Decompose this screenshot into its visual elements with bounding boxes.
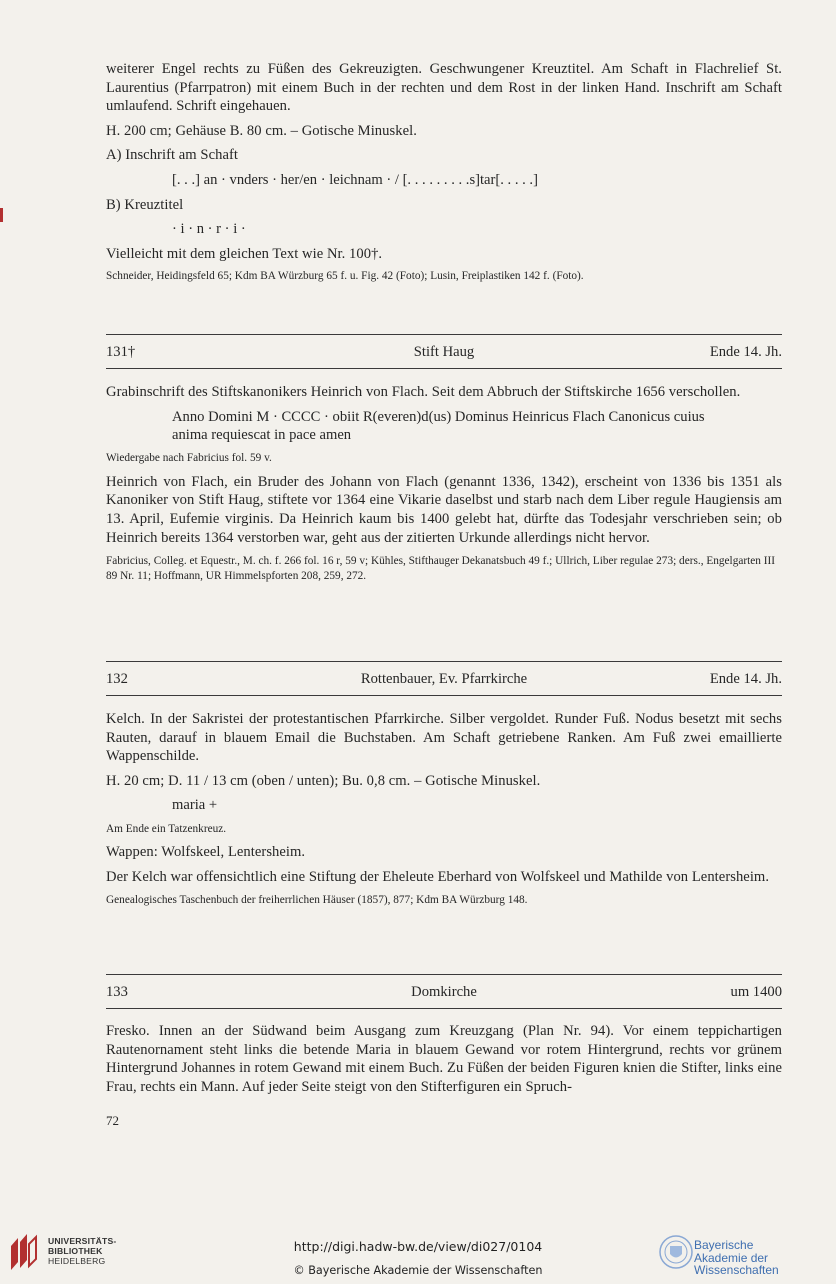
description-paragraph: weiterer Engel rechts zu Füßen des Gekreuzigten. Geschwungener Kreuztitel. Am Schaft in Flachrelief St. Laurentius (Pfarrpatron) mit einem Buch in der rechten und dem Rost in der linken Hand. Inschrift am Schaft umlaufend. Schrift eingehauen. xyxy=(106,61,782,115)
description-paragraph: Grabinschrift des Stiftskanonikers Heinrich von Flach. Seit dem Abbruch der Stiftskirche 1656 verschollen. xyxy=(106,384,741,400)
commentary-paragraph: Der Kelch war offensichtlich eine Stiftung der Eheleute Eberhard von Wolfskeel und Mathilde von Lentersheim. xyxy=(106,868,770,885)
library-name-line-2: BIBLIOTHEK xyxy=(48,1245,103,1256)
viewer-footer xyxy=(0,1222,836,1284)
entry-132-body xyxy=(106,710,782,908)
entry-number: 133 xyxy=(106,984,128,1000)
dimensions-line: H. 200 cm; Gehäuse B. 80 cm. – Gotische Minuskel. xyxy=(106,122,417,139)
inscription-text: maria + xyxy=(172,797,218,814)
entry-date: Ende 14. Jh. xyxy=(709,344,782,360)
entry-date: Ende 14. Jh. xyxy=(709,671,782,687)
source-url-link[interactable]: http://digi.hadw-bw.de/view/di027/0104 xyxy=(293,1239,543,1254)
entry-location: Stift Haug xyxy=(413,344,475,360)
academy-seal-icon xyxy=(658,1234,694,1270)
entry-number: 132 xyxy=(106,671,128,687)
academy-name-line-1: Bayerische xyxy=(694,1238,754,1252)
entry-number: 131† xyxy=(106,344,136,360)
description-paragraph: Fresko. Innen an der Südwand beim Ausgang zum Kreuzgang (Plan Nr. 94). Vor einem teppichartigen Rautenornament steht links die betende Maria in blauem Gewand vor rotem Hintergrund, rechts vor grünem Hintergrund Johannes in rotem Gewand mit einem Buch. Zu Füßen der beiden Figuren knien die Stifter, links eine Frau, rechts ein Mann. Auf jeder Seite steigt von den Stifterfiguren ein Spruch- xyxy=(106,1023,782,1095)
entry-top-rule xyxy=(106,661,782,662)
entry-131-body xyxy=(106,383,782,584)
inscription-text: Anno Domini M · CCCC · obiit R(everen)d(us) Dominus Heinricus Flach Canonicus cuius anima requiescat in pace amen xyxy=(172,408,705,444)
page-edge-mark xyxy=(0,208,3,222)
inscription-label-a: A) Inschrift am Schaft xyxy=(106,147,238,164)
description-paragraph: Kelch. In der Sakristei der protestantischen Pfarrkirche. Silber vergoldet. Runder Fuß. Nodus besetzt mit sechs Rauten, darauf in blauem Email die Buchstaben. Am Schaft getriebene Ranken. Am Fuß zwei emaillierte Wappenschilde. xyxy=(106,711,782,765)
references: Schneider, Heidingsfeld 65; Kdm BA Würzburg 65 f. u. Fig. 42 (Foto); Lusin, Freiplastiken 142 f. (Foto). xyxy=(106,270,584,283)
entry-header-rule xyxy=(106,1008,782,1009)
entry-date: um 1400 xyxy=(730,984,782,1000)
references: Fabricius, Colleg. et Equestr., M. ch. f. 266 fol. 16 r, 59 v; Kühles, Stifthauger Dekanatsbuch 49 f.; Ullrich, Liber regulae 273; ders., Engelgarten III 89 Nr. 11; Hoffmann, UR Himmelspforten 208, 259, 272. xyxy=(106,555,776,583)
dimensions-line: H. 20 cm; D. 11 / 13 cm (oben / unten); Bu. 0,8 cm. – Gotische Minuskel. xyxy=(106,772,541,789)
commentary-note: Vielleicht mit dem gleichen Text wie Nr. 100†. xyxy=(106,245,383,262)
references: Genealogisches Taschenbuch der freiherrlichen Häuser (1857), 877; Kdm BA Würzburg 148. xyxy=(106,894,528,907)
academy-name xyxy=(694,1239,836,1277)
inscription-text-b: · i · n · r · i · xyxy=(172,221,246,238)
entry-top-rule xyxy=(106,334,782,335)
library-name-line-3: HEIDELBERG xyxy=(48,1255,106,1266)
copyright-notice: © Bayerische Akademie der Wissenschaften xyxy=(293,1264,543,1277)
inscription-text-a: [. . .] an · vnders · her/en · leichnam · / [. . . . . . . . .s]tar[. . . . .] xyxy=(172,171,538,188)
entry-location: Rottenbauer, Ev. Pfarrkirche xyxy=(360,671,528,687)
entry-location: Domkirche xyxy=(411,984,477,1000)
entry-130-continued xyxy=(106,60,782,284)
commentary-paragraph: Heinrich von Flach, ein Bruder des Johann von Flach (genannt 1336, 1342), erscheint von 1336 bis 1351 als Kanoniker von Stift Haug, stiftete vor 1364 eine Vikarie daselbst und starb nach dem Liber regule Haugiensis am 13. April, Eufemie virginis. Da Heinrich kaum bis 1400 gelebt hat, dürfte das Todesjahr verschrieben sein; ob Heinrich bereits 1364 verstorben war, geht aus der zitierten Urkunde allerdings nicht hervor. xyxy=(106,473,782,546)
entry-top-rule xyxy=(106,974,782,975)
inscription-source: Wiedergabe nach Fabricius fol. 59 v. xyxy=(106,451,272,464)
entry-header-rule xyxy=(106,695,782,696)
library-name-line-1: UNIVERSITÄTS- xyxy=(48,1236,117,1246)
entry-header-rule xyxy=(106,368,782,369)
academy-name-line-2: Akademie der Wissenschaften xyxy=(694,1250,779,1277)
page-number: 72 xyxy=(106,1113,119,1128)
inscription-label-b: B) Kreuztitel xyxy=(106,196,184,213)
coat-of-arms-line: Wappen: Wolfskeel, Lentersheim. xyxy=(106,843,306,860)
entry-133-body xyxy=(106,1022,782,1096)
inscription-note: Am Ende ein Tatzenkreuz. xyxy=(106,822,227,835)
